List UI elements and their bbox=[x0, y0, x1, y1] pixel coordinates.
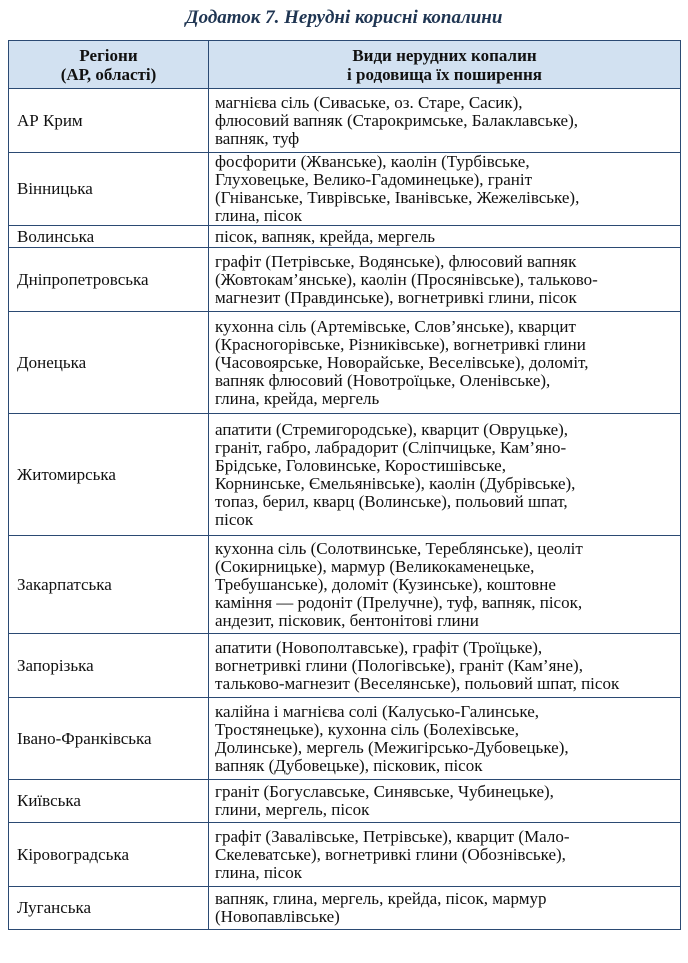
minerals-cell bbox=[209, 153, 681, 226]
table-row bbox=[9, 536, 681, 634]
minerals-cell bbox=[209, 780, 681, 823]
header-row bbox=[9, 41, 681, 89]
table-row bbox=[9, 414, 681, 536]
minerals-cell bbox=[209, 414, 681, 536]
minerals-line: вогнетривкі глини (Пологівське), граніт (Кам’яне), bbox=[215, 655, 583, 675]
table-row bbox=[9, 89, 681, 153]
minerals-cell bbox=[209, 698, 681, 780]
header-minerals bbox=[209, 41, 681, 89]
minerals-line: апатити (Новополтавське), графіт (Троїцьке), bbox=[215, 637, 543, 657]
minerals-line: апатити (Стремигородське), кварцит (Овруцьке), bbox=[215, 419, 569, 439]
minerals-line: Требушанське), доломіт (Кузинське), коштовне bbox=[215, 574, 556, 594]
minerals-line: (Жовтокам’янське), каолін (Просянівське), тальково- bbox=[215, 269, 598, 289]
region-cell: Луганська bbox=[9, 887, 209, 930]
table-row bbox=[9, 248, 681, 312]
table-header bbox=[9, 41, 681, 89]
table-row bbox=[9, 780, 681, 823]
region-cell: Дніпропетровська bbox=[9, 248, 209, 312]
minerals-line: тальково-магнезит (Веселянське), польовий шпат, пісок bbox=[215, 673, 620, 693]
minerals-line: Корнинське, Ємельянівське), каолін (Дубрівське), bbox=[215, 473, 576, 493]
minerals-line: графіт (Петрівське, Водянське), флюсовий вапняк bbox=[215, 251, 577, 271]
region-cell: Івано-Франківська bbox=[9, 698, 209, 780]
minerals-cell bbox=[209, 823, 681, 887]
minerals-line: (Часовоярське, Новорайське, Веселівське), доломіт, bbox=[215, 352, 589, 372]
minerals-cell bbox=[209, 89, 681, 153]
region-cell: Запорізька bbox=[9, 634, 209, 698]
minerals-cell bbox=[209, 536, 681, 634]
minerals-line: (Гніванське, Тиврівське, Іванівське, Жежелівське), bbox=[215, 188, 580, 207]
minerals-line: (Красногорівське, Різниківське), вогнетривкі глини bbox=[215, 334, 586, 354]
minerals-line: магнезит (Правдинське), вогнетривкі глини, пісок bbox=[215, 287, 577, 307]
table-row bbox=[9, 887, 681, 930]
region-cell: Закарпатська bbox=[9, 536, 209, 634]
minerals-line: кухонна сіль (Солотвинське, Тереблянське), цеоліт bbox=[215, 538, 583, 558]
table-body bbox=[9, 89, 681, 930]
header-minerals-line: Види нерудних копалин bbox=[352, 45, 537, 65]
table-row bbox=[9, 698, 681, 780]
header-minerals-line: і родовища їх поширення bbox=[347, 64, 542, 84]
page-title: Додаток 7. Нерудні корисні копалини bbox=[185, 7, 503, 28]
minerals-cell bbox=[209, 312, 681, 414]
minerals-line: пісок, вапняк, крейда, мергель bbox=[215, 226, 435, 246]
minerals-line: магнієва сіль (Сиваське, оз. Старе, Сасик), bbox=[215, 92, 523, 112]
table-row bbox=[9, 226, 681, 248]
table-row bbox=[9, 823, 681, 887]
minerals-line: (Новопавлівське) bbox=[215, 907, 340, 926]
minerals-line: вапняк флюсовий (Новотроїцьке, Оленівське), bbox=[215, 370, 551, 390]
minerals-table bbox=[8, 40, 681, 930]
table-row bbox=[9, 153, 681, 226]
minerals-line: Глуховецьке, Велико-Гадоминецьке), граніт bbox=[215, 170, 533, 189]
minerals-line: калійна і магнієва солі (Калусько-Галинське, bbox=[215, 701, 540, 721]
minerals-line: Скелеватське), вогнетривкі глини (Обознівське), bbox=[215, 844, 566, 864]
minerals-line: глина, пісок bbox=[215, 862, 302, 882]
region-cell: Вінницька bbox=[9, 153, 209, 226]
region-cell: Донецька bbox=[9, 312, 209, 414]
minerals-line: пісок bbox=[215, 509, 254, 529]
minerals-cell bbox=[209, 634, 681, 698]
minerals-line: граніт (Богуславське, Синявське, Чубинецьке), bbox=[215, 782, 554, 801]
region-cell: Житомирська bbox=[9, 414, 209, 536]
minerals-line: флюсовий вапняк (Старокримське, Балаклавське), bbox=[215, 110, 578, 130]
minerals-cell bbox=[209, 887, 681, 930]
minerals-cell bbox=[209, 226, 681, 248]
table-row bbox=[9, 634, 681, 698]
minerals-cell bbox=[209, 248, 681, 312]
minerals-line: каміння — родоніт (Прелучне), туф, вапняк, пісок, bbox=[215, 592, 583, 612]
region-cell: Київська bbox=[9, 780, 209, 823]
minerals-line: глини, мергель, пісок bbox=[215, 800, 370, 819]
header-region-line: (АР, області) bbox=[60, 64, 157, 84]
minerals-line: Брідське, Головинське, Коростишівське, bbox=[215, 455, 506, 475]
minerals-line: фосфорити (Жванське), каолін (Турбівське, bbox=[215, 152, 530, 171]
minerals-line: Тростянецьке), кухонна сіль (Болехівське, bbox=[215, 719, 519, 739]
region-cell: Волинська bbox=[9, 226, 209, 248]
minerals-line: андезит, пісковик, бентонітові глини bbox=[215, 610, 479, 630]
minerals-line: вапняк, глина, мергель, крейда, пісок, мармур bbox=[215, 889, 547, 908]
minerals-line: глина, крейда, мергель bbox=[215, 388, 380, 408]
minerals-line: вапняк, туф bbox=[215, 128, 300, 148]
minerals-line: вапняк (Дубовецьке), пісковик, пісок bbox=[215, 755, 483, 775]
minerals-line: кухонна сіль (Артемівське, Слов’янське), кварцит bbox=[215, 316, 576, 336]
minerals-line: Долинське), мергель (Межигірсько-Дубовецьке), bbox=[215, 737, 569, 757]
region-cell: Кіровоградська bbox=[9, 823, 209, 887]
minerals-line: глина, пісок bbox=[215, 206, 302, 225]
minerals-line: граніт, габро, лабрадорит (Сліпчицьке, Кам’яно- bbox=[215, 437, 567, 457]
table-row bbox=[9, 312, 681, 414]
minerals-line: (Сокирницьке), мармур (Великокаменецьке, bbox=[215, 556, 535, 576]
minerals-line: топаз, берил, кварц (Волинське), польовий шпат, bbox=[215, 491, 568, 511]
region-cell: АР Крим bbox=[9, 89, 209, 153]
header-region-line: Регіони bbox=[79, 45, 138, 65]
header-region bbox=[9, 41, 209, 89]
minerals-line: графіт (Завалівське, Петрівське), кварцит (Мало- bbox=[215, 826, 570, 846]
